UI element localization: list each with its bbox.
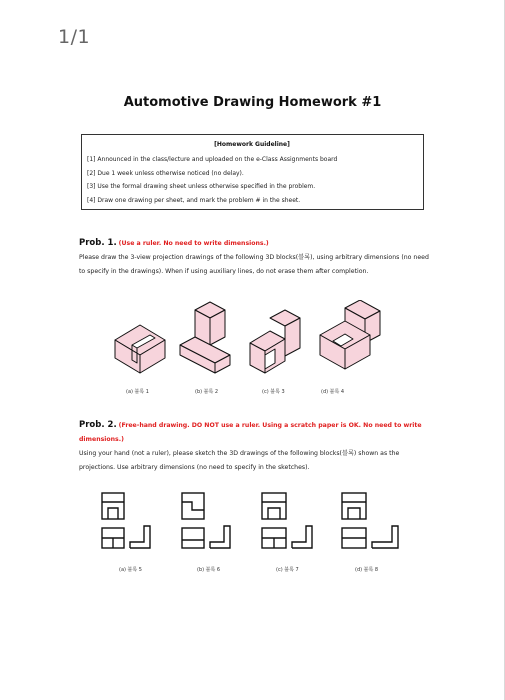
- prob1-block-figures: [100, 300, 400, 380]
- prob1-label: Prob. 1.: [79, 238, 117, 248]
- guideline-item: [3] Use the formal drawing sheet unless otherwise specified in the problem.: [87, 183, 316, 190]
- guideline-box: [81, 134, 424, 210]
- prob1-caption: (b) 블록 2: [195, 389, 219, 395]
- prob2-text: Using your hand (not a ruler), please sketch the 3D drawings of the following blocks(블록) shown as the projections. Use arbitrary dimensions (no need to specify in the sketches).: [79, 450, 400, 471]
- prob2-caption: (c) 블록 7: [276, 567, 299, 573]
- page-title: Automotive Drawing Homework #1: [123, 95, 382, 110]
- prob2-caption: (a) 블록 5: [119, 567, 142, 573]
- guideline-item: [4] Draw one drawing per sheet, and mark the problem # in the sheet.: [87, 196, 301, 204]
- iso-block-1: [115, 325, 165, 373]
- guideline-heading: [Homework Guideline]: [214, 141, 290, 148]
- projection-set-5: [102, 493, 150, 548]
- prob1-block: [79, 236, 429, 279]
- prob2-caption: (b) 블록 6: [197, 567, 221, 573]
- iso-block-3: [250, 310, 300, 373]
- projection-set-8: [342, 493, 398, 548]
- prob2-block: [79, 418, 429, 475]
- prob2-caption: (d) 블록 8: [355, 567, 379, 573]
- prob1-caption: (c) 블록 3: [262, 389, 285, 395]
- prob1-text: Please draw the 3-view projection drawings of the following 3D blocks(블록), using arbitrary dimensions (no need to specify in the drawings). When if using auxiliary lines, do not erase them after completion.: [79, 254, 429, 275]
- prob2-projection-figures: [100, 490, 420, 560]
- prob2-note: (Free-hand drawing. DO NOT use a ruler. Using a scratch paper is OK. No need to write dimensions.): [79, 422, 422, 443]
- projection-set-7: [262, 493, 312, 548]
- prob1-caption: (d) 블록 4: [321, 389, 345, 395]
- iso-block-4: [320, 300, 380, 369]
- prob1-note: (Use a ruler. No need to write dimensions.): [118, 240, 269, 247]
- projection-set-6: [182, 493, 230, 548]
- prob1-caption: (a) 블록 1: [126, 389, 149, 395]
- guideline-item: [2] Due 1 week unless otherwise noticed (no delay).: [87, 169, 244, 177]
- iso-block-2: [180, 302, 230, 373]
- prob2-label: Prob. 2.: [79, 420, 117, 430]
- guideline-item: [1] Announced in the class/lecture and uploaded on the e-Class Assignments board: [87, 156, 338, 163]
- page-counter: 1/1: [58, 26, 91, 48]
